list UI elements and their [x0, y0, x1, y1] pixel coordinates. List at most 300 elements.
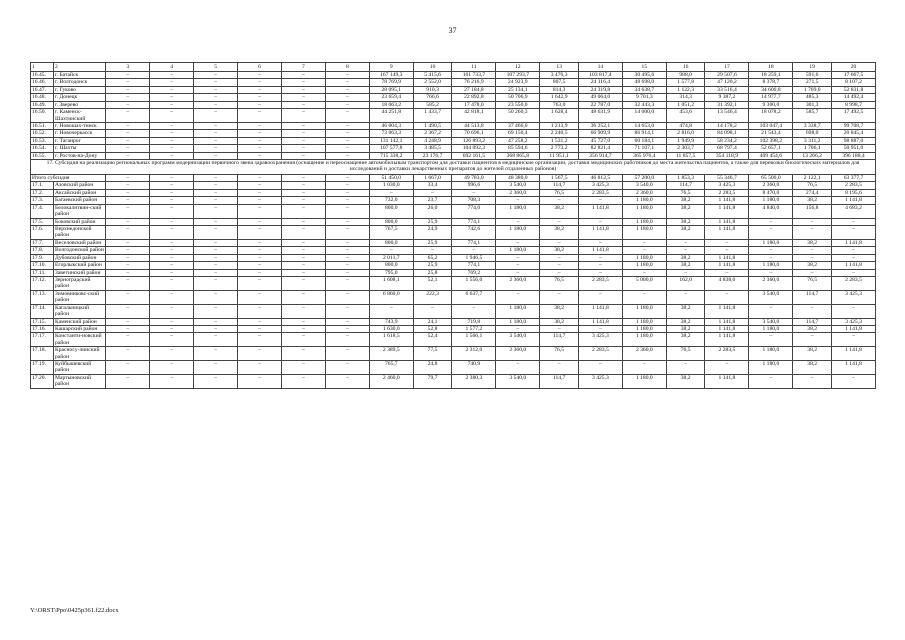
table-row-cell-5: – [194, 182, 238, 189]
table-row-cell-16: 38,2 [666, 304, 705, 318]
table-row-cell-2: Боковский район [54, 218, 106, 225]
table-row-cell-17: 9 387,2 [705, 94, 749, 101]
table-row-cell-7: – [281, 218, 325, 225]
table-row [31, 333, 876, 347]
table-row-cell-15: 14 000,0 [622, 109, 666, 123]
table-row-cell-16: 474,8 [666, 122, 705, 129]
table-row-cell-4: – [150, 318, 194, 325]
table-row-cell-5: – [194, 374, 238, 388]
table-row-cell-17: 354 118,9 [705, 152, 749, 159]
table-row-cell-19: – [793, 374, 832, 388]
table-row-cell-4: – [150, 189, 194, 196]
table-row-cell-18: 2 360,0 [749, 276, 793, 290]
table-row-cell-5: – [194, 325, 238, 332]
table-row-cell-7: – [281, 101, 325, 108]
table-row-cell-10: 910,3 [413, 86, 452, 93]
table-row-cell-16: 38,2 [666, 325, 705, 332]
budget-table [30, 62, 876, 389]
table-row-cell-18: – [749, 218, 793, 225]
table-row-cell-6: – [238, 304, 282, 318]
table-row-cell-12: 69 150,4 [496, 130, 540, 137]
table-row-cell-19: 38,2 [793, 361, 832, 375]
table-row [31, 361, 876, 375]
table-row-cell-14: – [578, 254, 622, 261]
table-row-cell-20: 1 141,8 [832, 239, 876, 246]
table-row-cell-5: – [194, 152, 238, 159]
table-row-cell-7: – [281, 189, 325, 196]
page-number: 37 [448, 26, 457, 35]
table-row-cell-5: – [194, 189, 238, 196]
table-row-cell-4: – [150, 197, 194, 204]
table-row-cell-1: 17.1. [31, 182, 54, 189]
table-row-cell-13: – [540, 197, 579, 204]
table-row-cell-5: – [194, 101, 238, 108]
section-heading-row [31, 160, 876, 175]
table-row-cell-14: – [578, 361, 622, 375]
table-row-cell-16: 2 303,7 [666, 145, 705, 152]
table-row-cell-5: – [194, 347, 238, 361]
total-row-cell-9: 51 450,0 [369, 175, 413, 182]
table-row-cell-18: 8 378,7 [749, 79, 793, 86]
table-row-cell-7: – [281, 145, 325, 152]
column-number-header-cell-20: 20 [832, 63, 876, 72]
table-row-cell-15: 30 495,6 [622, 72, 666, 79]
table-row-cell-6: – [238, 137, 282, 144]
table-row-cell-13: – [540, 239, 579, 246]
table-row-cell-19: 38,2 [793, 239, 832, 246]
table-row-cell-4: – [150, 101, 194, 108]
table-row-cell-13: 11 951,1 [540, 152, 579, 159]
total-row-cell-17: 55 346,7 [705, 175, 749, 182]
table-row-cell-20: 98 887,0 [832, 137, 876, 144]
table-row-cell-16: 2 816,0 [666, 130, 705, 137]
table-row-cell-11: 719,8 [452, 318, 496, 325]
table-row-cell-14: 48 631,9 [578, 109, 622, 123]
table-row-cell-9: 795,0 [369, 269, 413, 276]
table-row-cell-17: 1 141,8 [705, 204, 749, 218]
table-row-cell-8: – [325, 152, 369, 159]
table-row-cell-13: 2 240,5 [540, 130, 579, 137]
table-row-cell-3: – [106, 182, 150, 189]
table-row-cell-15: 1 180,0 [622, 204, 666, 218]
table-row-cell-15: 1 180,0 [622, 197, 666, 204]
table-row-cell-9: 131 142,1 [369, 137, 413, 144]
table-row-cell-20: 8 195,6 [832, 189, 876, 196]
table-row [31, 197, 876, 204]
table-row-cell-18: 52 657,1 [749, 145, 793, 152]
table-row-cell-16: – [666, 239, 705, 246]
table-row-cell-5: – [194, 269, 238, 276]
table-row-cell-6: – [238, 218, 282, 225]
table-row-cell-9: 765,7 [369, 361, 413, 375]
table-row-cell-12: 24 923,9 [496, 79, 540, 86]
table-row-cell-18: 1 180,0 [749, 347, 793, 361]
table-row-cell-20: 52 831,8 [832, 86, 876, 93]
table-row-cell-11: 44 513,8 [452, 122, 496, 129]
table-row-cell-12: 368 865,8 [496, 152, 540, 159]
table-row [31, 145, 876, 152]
table-row-cell-5: – [194, 226, 238, 240]
table-row-cell-15: 1 180,0 [622, 226, 666, 240]
table-row-cell-19: 698,0 [793, 130, 832, 137]
table-row-cell-3: – [106, 189, 150, 196]
table-row-cell-10: 24,9 [413, 226, 452, 240]
table-row-cell-3: – [106, 304, 150, 318]
table-row-cell-4: – [150, 374, 194, 388]
table-row-cell-16: 38,2 [666, 374, 705, 388]
table-row-cell-14: 24 319,8 [578, 86, 622, 93]
table-row-cell-8: – [325, 333, 369, 347]
total-row-cell-14: 46 812,5 [578, 175, 622, 182]
table-row-cell-8: – [325, 254, 369, 261]
table-row-cell-12: 25 134,1 [496, 86, 540, 93]
table-row-cell-8: – [325, 226, 369, 240]
table-row-cell-15: 1 180,0 [622, 262, 666, 269]
table-row-cell-15: 1 180,0 [622, 333, 666, 347]
table-row-cell-20: – [832, 304, 876, 318]
table-row-cell-8: – [325, 130, 369, 137]
table-row-cell-12: – [496, 325, 540, 332]
table-row [31, 374, 876, 388]
table-row-cell-10: 33,4 [413, 182, 452, 189]
table-row-cell-19: 13 266,2 [793, 152, 832, 159]
table-row-cell-19: 38,2 [793, 197, 832, 204]
table-row-cell-3: – [106, 204, 150, 218]
table-row-cell-12: 85 594,6 [496, 145, 540, 152]
table-row-cell-4: – [150, 226, 194, 240]
table-row-cell-12: 1 180,0 [496, 318, 540, 325]
table-row-cell-1: 16.49. [31, 101, 54, 108]
table-row-cell-1: 17.9. [31, 254, 54, 261]
table-row-cell-6: – [238, 374, 282, 388]
table-row-cell-6: – [238, 262, 282, 269]
table-row-cell-11: 996,6 [452, 182, 496, 189]
total-row-cell-16: 1 853,3 [666, 175, 705, 182]
table-row-cell-8: – [325, 318, 369, 325]
column-number-header-cell-8: 8 [325, 63, 369, 72]
table-row [31, 86, 876, 93]
table-row-cell-14: 103 817,4 [578, 72, 622, 79]
table-row-cell-9: 44 251,8 [369, 109, 413, 123]
table-row-cell-4: – [150, 254, 194, 261]
table-row-cell-12: 47 258,2 [496, 137, 540, 144]
table-row-cell-16: 162,0 [666, 276, 705, 290]
table-row [31, 262, 876, 269]
table-row-cell-17: 31 392,1 [705, 101, 749, 108]
table-row-cell-20: – [832, 247, 876, 254]
table-row-cell-9: 1 630,0 [369, 325, 413, 332]
column-number-header-cell-13: 13 [540, 63, 579, 72]
table-row-cell-3: – [106, 109, 150, 123]
table-row-cell-3: – [106, 101, 150, 108]
table-row-cell-18: – [749, 247, 793, 254]
table-row-cell-5: – [194, 333, 238, 347]
table-row-cell-13: – [540, 290, 579, 304]
table-row-cell-14: 3 425,3 [578, 333, 622, 347]
table-row-cell-1: 17.6. [31, 226, 54, 240]
table-row-cell-8: – [325, 247, 369, 254]
table-row-cell-10: 4 248,9 [413, 137, 452, 144]
table-row-cell-17: 84 098,1 [705, 130, 749, 137]
column-number-header-cell-17: 17 [705, 63, 749, 72]
table-row-cell-5: – [194, 290, 238, 304]
table-row-cell-14: 82 821,4 [578, 145, 622, 152]
table-row-cell-20: 1 141,8 [832, 262, 876, 269]
table-row-cell-14: – [578, 218, 622, 225]
table-row-cell-16: 988,0 [666, 72, 705, 79]
table-row-cell-11: 6 637,7 [452, 290, 496, 304]
table-row-cell-19: 485,3 [793, 94, 832, 101]
table-row-cell-2: г. Зверево [54, 101, 106, 108]
table-row [31, 72, 876, 79]
table-row-cell-12: 107 293,7 [496, 72, 540, 79]
table-row-cell-18: 1 180,0 [749, 197, 793, 204]
table-row-cell-13: 38,2 [540, 226, 579, 240]
table-row-cell-1: 16.53. [31, 137, 54, 144]
table-row-cell-16: 1 577,8 [666, 79, 705, 86]
table-row-cell-3: – [106, 122, 150, 129]
table-row-cell-13: – [540, 218, 579, 225]
table-row-cell-19: 38,2 [793, 325, 832, 332]
table-row-cell-1: 17.3. [31, 197, 54, 204]
table-row-cell-15: 1 180,0 [622, 254, 666, 261]
table-row-cell-18: 9 300,0 [749, 101, 793, 108]
table-row-cell-3: – [106, 130, 150, 137]
table-row-cell-10: 1 490,5 [413, 122, 452, 129]
table-row-cell-12: 1 180,0 [496, 226, 540, 240]
table-row-cell-3: – [106, 79, 150, 86]
table-row-cell-10: 52,8 [413, 325, 452, 332]
table-row-cell-2: г. Волгодонск [54, 79, 106, 86]
table-row-cell-20: 14 492,4 [832, 94, 876, 101]
table-row-cell-14: 45 727,0 [578, 137, 622, 144]
table-row-cell-1: 16.46. [31, 79, 54, 86]
table-row-cell-5: – [194, 304, 238, 318]
table-row-cell-18: – [749, 226, 793, 240]
table-row-cell-20: – [832, 254, 876, 261]
table-row-cell-11: 774,0 [452, 204, 496, 218]
column-number-header-cell-16: 16 [666, 63, 705, 72]
table-row-cell-3: – [106, 347, 150, 361]
table-row-cell-13: 807,5 [540, 79, 579, 86]
table-row-cell-18: – [749, 269, 793, 276]
column-number-header-cell-18: 18 [749, 63, 793, 72]
table-row-cell-12: – [496, 361, 540, 375]
table-row-cell-3: – [106, 325, 150, 332]
table-row-cell-10: 77,5 [413, 347, 452, 361]
table-row-cell-6: – [238, 325, 282, 332]
table-row-cell-9: 78 769,9 [369, 79, 413, 86]
table-row-cell-18: 3 540,0 [749, 318, 793, 325]
table-row-cell-9: – [369, 189, 413, 196]
table-row-cell-18: – [749, 333, 793, 347]
table-row-cell-4: – [150, 276, 194, 290]
table-row-cell-3: – [106, 218, 150, 225]
table-row [31, 137, 876, 144]
table-row-cell-6: – [238, 109, 282, 123]
table-row [31, 239, 876, 246]
table-row-cell-2: г. Новошах-тинск [54, 122, 106, 129]
table-row-cell-5: – [194, 318, 238, 325]
table-row-cell-13: 814,3 [540, 86, 579, 93]
table-row-cell-13: 38,2 [540, 247, 579, 254]
table-row-cell-20: 3 425,3 [832, 318, 876, 325]
table-row-cell-14: 1 141,8 [578, 318, 622, 325]
table-row-cell-12: 50 706,9 [496, 94, 540, 101]
table-row-cell-19: 3 311,2 [793, 137, 832, 144]
column-number-header-cell-11: 11 [452, 63, 496, 72]
table-row-cell-1: 17.20. [31, 374, 54, 388]
table-row-cell-6: – [238, 347, 282, 361]
table-row-cell-5: – [194, 254, 238, 261]
table-row-cell-18: – [749, 254, 793, 261]
table-row-cell-10: 25,9 [413, 218, 452, 225]
table-row-cell-20: 2 283,5 [832, 276, 876, 290]
total-row-cell-8: – [325, 175, 369, 182]
table-row-cell-9: 715 338,2 [369, 152, 413, 159]
table-row-cell-7: – [281, 239, 325, 246]
table-row-cell-7: – [281, 290, 325, 304]
table-row-cell-7: – [281, 204, 325, 218]
table-row-cell-10: 766,6 [413, 94, 452, 101]
table-row-cell-15: – [622, 290, 666, 304]
table-row-cell-6: – [238, 145, 282, 152]
table-row-cell-9: 2 389,5 [369, 347, 413, 361]
table-row-cell-9: 800,0 [369, 218, 413, 225]
table-row-cell-17: 29 507,6 [705, 72, 749, 79]
table-row-cell-6: – [238, 86, 282, 93]
table-row-cell-3: – [106, 72, 150, 79]
table-row-cell-19: 76,5 [793, 276, 832, 290]
table-row-cell-20: – [832, 269, 876, 276]
table-row-cell-1: 17.13. [31, 290, 54, 304]
table-row-cell-5: – [194, 122, 238, 129]
table-body [31, 63, 876, 389]
table-row-cell-11: 774,1 [452, 239, 496, 246]
column-number-header-cell-19: 19 [793, 63, 832, 72]
table-row-cell-1: 17.10. [31, 262, 54, 269]
table-row-cell-12: – [496, 218, 540, 225]
table-row-cell-19: 274,4 [793, 189, 832, 196]
column-number-header-cell-12: 12 [496, 63, 540, 72]
table-row-cell-17: 68 797,4 [705, 145, 749, 152]
table-row-cell-19: – [793, 247, 832, 254]
total-row [31, 175, 876, 182]
table-row [31, 247, 876, 254]
table-row-cell-4: – [150, 137, 194, 144]
table-row-cell-4: – [150, 152, 194, 159]
table-row-cell-8: – [325, 197, 369, 204]
table-row-cell-18: 34 600,8 [749, 86, 793, 93]
table-row-cell-3: – [106, 137, 150, 144]
table-row-cell-4: – [150, 94, 194, 101]
table-row-cell-15: 1 180,0 [622, 304, 666, 318]
table-row-cell-15: 14 653,0 [622, 122, 666, 129]
table-row-cell-19: – [793, 254, 832, 261]
table-row-cell-18: – [749, 374, 793, 388]
table-row-cell-12: – [496, 290, 540, 304]
table-row-cell-1: 17.4. [31, 204, 54, 218]
table-row-cell-16: 38,2 [666, 197, 705, 204]
table-row-cell-7: – [281, 318, 325, 325]
table-row-cell-1: 17.5. [31, 218, 54, 225]
table-row-cell-18: 1 180,0 [749, 361, 793, 375]
table-row-cell-16: 1 051,2 [666, 101, 705, 108]
table-row-cell-8: – [325, 269, 369, 276]
table-row-cell-3: – [106, 226, 150, 240]
table-row-cell-14: 22 787,0 [578, 101, 622, 108]
table-row-cell-11: – [452, 189, 496, 196]
table-row-cell-14: – [578, 239, 622, 246]
table-row-cell-2: г. Гуково [54, 86, 106, 93]
table-row [31, 226, 876, 240]
table-row-cell-2: г. Ростов-на-Дону [54, 152, 106, 159]
table-row-cell-8: – [325, 109, 369, 123]
table-row-cell-7: – [281, 347, 325, 361]
table-row-cell-8: – [325, 374, 369, 388]
table-row-cell-4: – [150, 182, 194, 189]
table-row-cell-11: 2 312,0 [452, 347, 496, 361]
table-row-cell-2: Белокалитвин-ский район [54, 204, 106, 218]
table-row-cell-18: – [749, 304, 793, 318]
table-row-cell-2: Волгодонской район [55, 247, 104, 254]
table-row-cell-6: – [238, 130, 282, 137]
table-row-cell-6: – [238, 361, 282, 375]
table-row-cell-13: 1 531,2 [540, 137, 579, 144]
table-row-cell-1: 17.14. [31, 304, 54, 318]
table-row-cell-20: – [832, 374, 876, 388]
table-row-cell-8: – [325, 189, 369, 196]
table-row-cell-3: – [106, 333, 150, 347]
table-row-cell-6: – [238, 290, 282, 304]
table-row-cell-7: – [281, 86, 325, 93]
table-row-cell-16: 1 122,3 [666, 86, 705, 93]
table-row-cell-8: – [325, 86, 369, 93]
table-row-cell-10: 222,3 [413, 290, 452, 304]
table-row-cell-10: 23,7 [413, 197, 452, 204]
table-row [31, 269, 876, 276]
table-row-cell-11: 742,6 [452, 226, 496, 240]
table-row-cell-16: – [666, 361, 705, 375]
table-row-cell-12: – [496, 197, 540, 204]
table-row-cell-13: – [540, 325, 579, 332]
table-row-cell-12: 3 540,0 [496, 182, 540, 189]
table-row-cell-11: 70 696,1 [452, 130, 496, 137]
table-row-cell-12: – [496, 239, 540, 246]
table-row-cell-8: – [325, 262, 369, 269]
table-row-cell-13: 76,5 [540, 189, 579, 196]
table-row-cell-20: 17 667,5 [832, 72, 876, 79]
table-row-cell-1: 16.54. [31, 145, 54, 152]
table-row-cell-9: 46 004,3 [369, 122, 413, 129]
table-row-cell-1: 17.2. [31, 189, 54, 196]
table-row-cell-1: 17.16. [31, 325, 54, 332]
table-row [31, 218, 876, 225]
table-row-cell-6: – [238, 189, 282, 196]
table-row-cell-7: – [281, 254, 325, 261]
table-row-cell-10: 2 367,2 [413, 130, 452, 137]
table-row-cell-20: 396 188,4 [832, 152, 876, 159]
table-row-cell-9: 1 608,1 [369, 276, 413, 290]
table-row [31, 318, 876, 325]
table-row-cell-5: – [194, 72, 238, 79]
table-row-cell-11: 1 577,2 [452, 325, 496, 332]
table-row-cell-15: 2 360,0 [622, 189, 666, 196]
table-row-cell-7: – [281, 197, 325, 204]
table-row-cell-2: Дубовский район [54, 254, 106, 261]
table-row-cell-16: 38,2 [666, 226, 705, 240]
table-row-cell-14: 3 425,3 [578, 374, 622, 388]
